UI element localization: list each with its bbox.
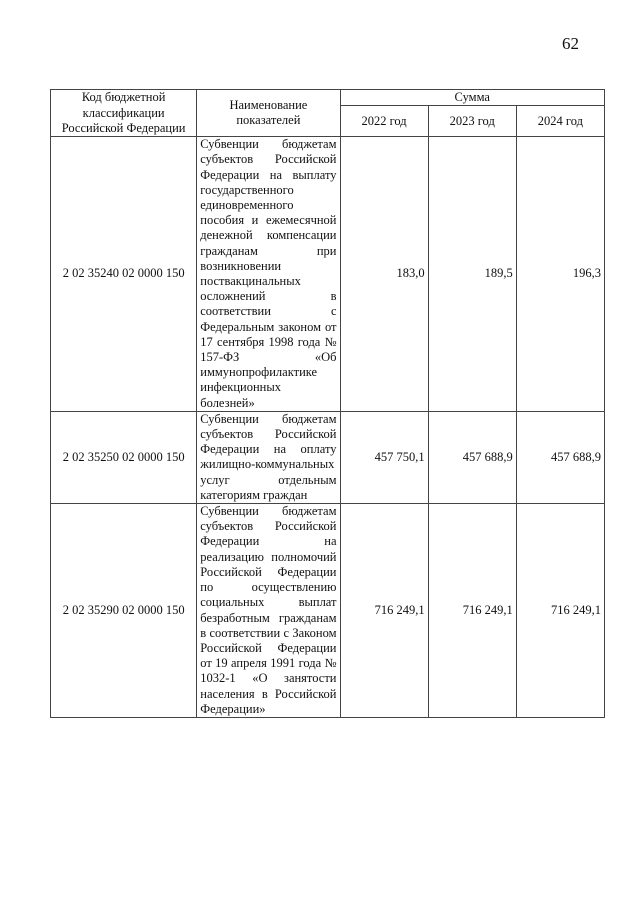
row-value-2023: 457 688,9 (428, 411, 516, 503)
row-name: Субвенции бюджетам субъектов Российской Федерации на оплату жилищно-коммунальных услуг отдельным категориям граждан (197, 411, 340, 503)
row-value-2024: 716 249,1 (516, 504, 604, 718)
row-code: 2 02 35250 02 0000 150 (51, 411, 197, 503)
row-name: Субвенции бюджетам субъектов Российской Федерации на реализацию полномочий Российской Федерации по осуществлению социальных выплат безработным гражданам в соответствии с Законом Российской Федерации от 19 апреля 1991 года № 1032-1 «О занятости населения в Российской Федерации» (197, 504, 340, 718)
row-value-2024: 196,3 (516, 137, 604, 412)
header-year-2022: 2022 год (340, 106, 428, 137)
budget-table (50, 89, 605, 718)
row-value-2023: 189,5 (428, 137, 516, 412)
table-row (51, 504, 605, 718)
header-code: Код бюджетной классификации Российской Федерации (51, 90, 197, 137)
header-year-2024: 2024 год (516, 106, 604, 137)
row-value-2022: 716 249,1 (340, 504, 428, 718)
table-row (51, 411, 605, 503)
row-name: Субвенции бюджетам субъектов Российской Федерации на выплату государственного единовременного пособия и ежемесячной денежной компенсации гражданам при возникновении поствакцинальных осложнений в соответствии с Федеральным законом от 17 сентября 1998 года № 157-ФЗ «Об иммунопрофилактике инфекционных болезней» (197, 137, 340, 412)
header-sum: Сумма (340, 90, 605, 106)
header-name: Наименование показателей (197, 90, 340, 137)
page-number: 62 (562, 34, 579, 53)
row-value-2023: 716 249,1 (428, 504, 516, 718)
row-code: 2 02 35290 02 0000 150 (51, 504, 197, 718)
header-year-2023: 2023 год (428, 106, 516, 137)
row-value-2022: 457 750,1 (340, 411, 428, 503)
row-value-2024: 457 688,9 (516, 411, 604, 503)
row-value-2022: 183,0 (340, 137, 428, 412)
row-code: 2 02 35240 02 0000 150 (51, 137, 197, 412)
table-row (51, 137, 605, 412)
header-row (51, 90, 605, 106)
